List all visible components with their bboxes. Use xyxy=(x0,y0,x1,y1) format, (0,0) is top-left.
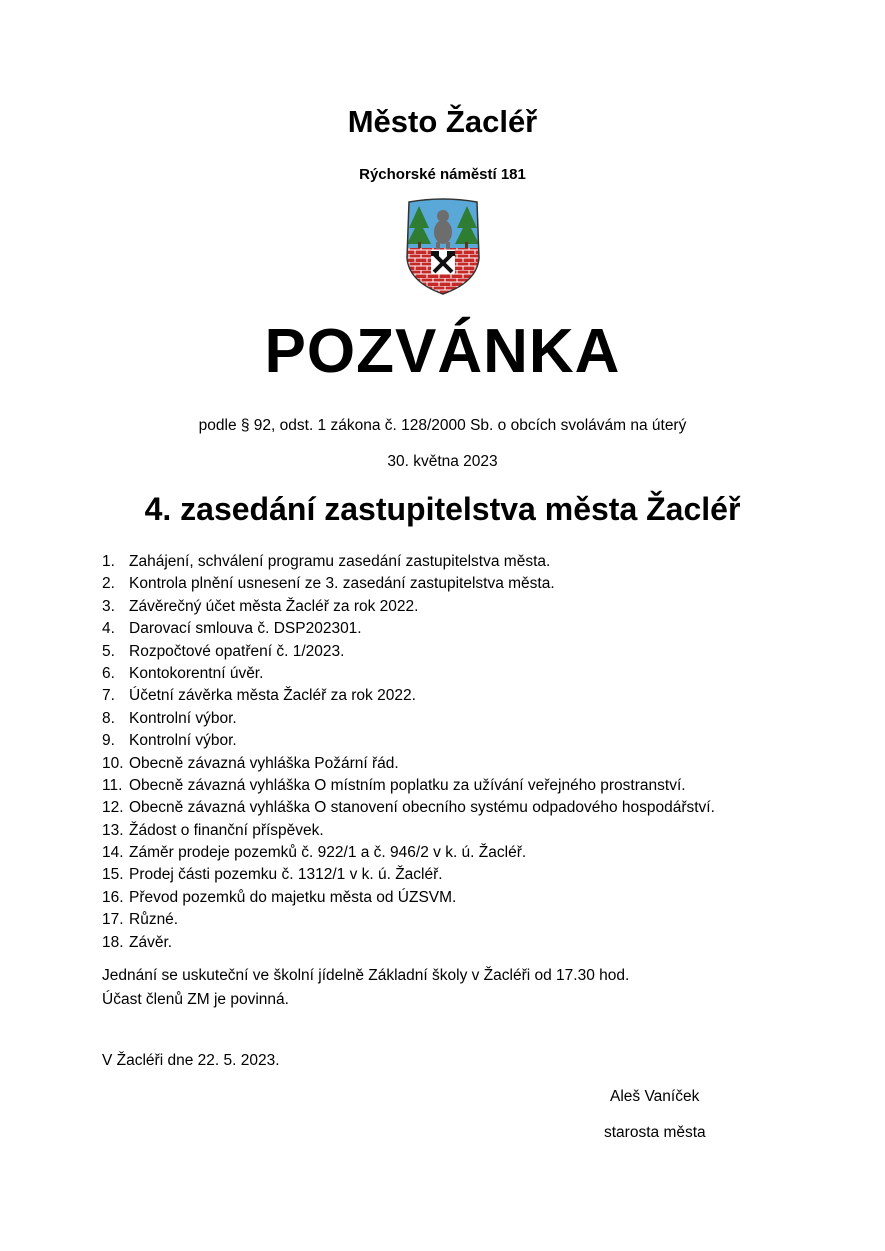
agenda-item xyxy=(102,618,715,640)
agenda-item-text: Obecně závazná vyhláška O místním poplatku za užívání veřejného prostranství. xyxy=(129,776,686,794)
agenda-item-text: Prodej části pozemku č. 1312/1 v k. ú. Žacléř. xyxy=(129,866,443,884)
agenda-item-number: 8. xyxy=(102,709,115,727)
legal-basis-text: podle § 92, odst. 1 zákona č. 128/2000 Sb. o obcích svolávám na úterý xyxy=(198,417,687,434)
agenda-item-number: 17. xyxy=(102,911,124,929)
agenda-item-text: Kontokorentní úvěr. xyxy=(129,664,264,682)
agenda-item xyxy=(102,797,715,819)
agenda-item-number: 16. xyxy=(102,888,124,906)
agenda-item-number: 2. xyxy=(102,575,115,593)
agenda-item xyxy=(102,551,715,573)
agenda-item-text: Zahájení, schválení programu zasedání zastupitelstva města. xyxy=(129,553,551,570)
agenda-item-number: 13. xyxy=(102,821,124,839)
meeting-heading: 4. zasedání zastupitelstva města Žacléř xyxy=(144,491,741,527)
agenda-item-number: 6. xyxy=(102,664,115,682)
organization-name: Město Žacléř xyxy=(347,104,538,139)
agenda-item-text: Rozpočtové opatření č. 1/2023. xyxy=(129,642,345,660)
agenda-item-number: 12. xyxy=(102,799,124,817)
agenda-item-number: 14. xyxy=(102,844,124,862)
agenda-item xyxy=(102,663,715,685)
agenda-item xyxy=(102,887,715,909)
signer-name: Aleš Vaníček xyxy=(610,1088,700,1105)
agenda-item xyxy=(102,641,715,663)
attendance-text: Účast členů ZM je povinná. xyxy=(102,991,289,1008)
agenda-item-number: 11. xyxy=(102,776,123,794)
agenda-item-number: 9. xyxy=(102,732,115,750)
agenda-item xyxy=(102,730,715,752)
agenda-item xyxy=(102,909,715,931)
agenda-item xyxy=(102,775,715,797)
agenda-item-text: Účetní závěrka města Žacléř za rok 2022. xyxy=(129,687,416,705)
agenda-item xyxy=(102,708,715,730)
agenda-item-text: Záměr prodeje pozemků č. 922/1 a č. 946/2 v k. ú. Žacléř. xyxy=(129,844,527,862)
agenda-item xyxy=(102,820,715,842)
agenda-item xyxy=(102,685,715,707)
agenda-item xyxy=(102,842,715,864)
agenda-item-text: Kontrolní výbor. xyxy=(129,732,237,750)
agenda-item xyxy=(102,932,715,954)
coat-of-arms-icon xyxy=(403,198,483,296)
agenda-item-number: 18. xyxy=(102,933,124,951)
signer-role: starosta města xyxy=(604,1124,706,1141)
meeting-date: 30. května 2023 xyxy=(387,453,498,470)
agenda-item-text: Obecně závazná vyhláška Požární řád. xyxy=(129,754,399,772)
agenda-item-number: 15. xyxy=(102,866,124,884)
agenda-item-number: 4. xyxy=(102,620,115,638)
agenda-item-text: Obecně závazná vyhláška O stanovení obecního systému odpadového hospodářství. xyxy=(129,799,715,817)
agenda-item-number: 1. xyxy=(102,553,115,570)
document-title: POZVÁNKA xyxy=(264,317,621,386)
agenda-item-number: 10. xyxy=(102,754,124,772)
agenda-item-text: Převod pozemků do majetku města od ÚZSVM. xyxy=(129,888,457,906)
agenda-item xyxy=(102,573,715,595)
agenda-item-text: Darovací smlouva č. DSP202301. xyxy=(129,620,362,638)
agenda-item-text: Kontrola plnění usnesení ze 3. zasedání zastupitelstva města. xyxy=(129,575,555,593)
agenda-item-number: 5. xyxy=(102,642,115,660)
agenda-item xyxy=(102,596,715,618)
place-date-text: V Žacléři dne 22. 5. 2023. xyxy=(102,1052,280,1069)
agenda-item-text: Závěrečný účet města Žacléř za rok 2022. xyxy=(129,597,419,615)
agenda-item-text: Závěr. xyxy=(129,933,173,951)
organization-address: Rýchorské náměstí 181 xyxy=(359,166,526,183)
agenda-item-text: Žádost o finanční příspěvek. xyxy=(129,821,324,839)
agenda-item xyxy=(102,753,715,775)
agenda-item-number: 7. xyxy=(102,687,115,705)
agenda-item-text: Různé. xyxy=(129,911,179,929)
agenda-list xyxy=(102,551,715,954)
venue-text: Jednání se uskuteční ve školní jídelně Základní školy v Žacléři od 17.30 hod. xyxy=(102,967,630,984)
agenda-item xyxy=(102,864,715,886)
agenda-item-text: Kontrolní výbor. xyxy=(129,709,237,727)
agenda-item-number: 3. xyxy=(102,597,115,615)
